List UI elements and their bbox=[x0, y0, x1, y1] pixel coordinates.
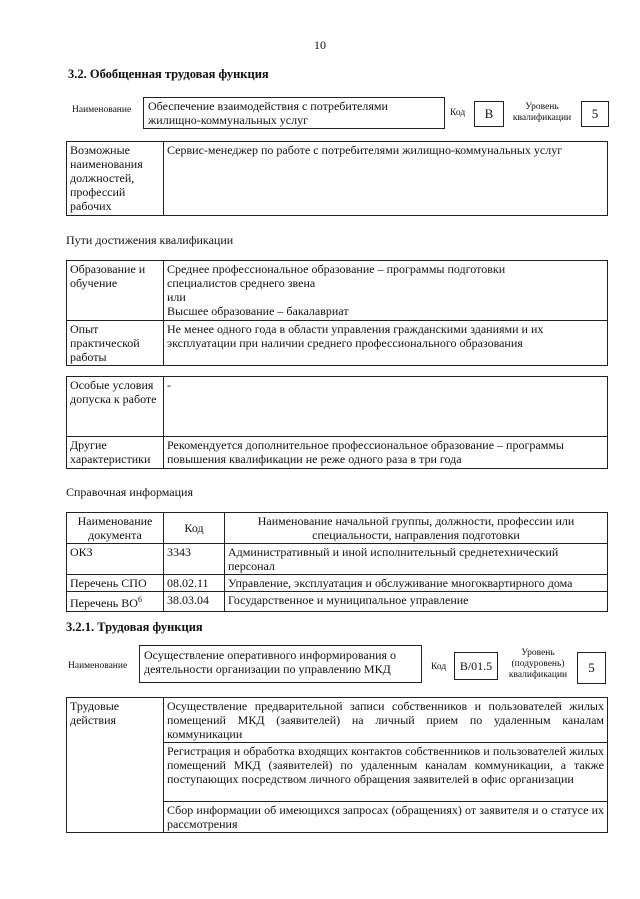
positions-label: Возможные наименования должностей, профессий рабочих bbox=[67, 142, 164, 216]
function-code-value: B/01.5 bbox=[454, 652, 498, 680]
row-code: 3343 bbox=[164, 544, 225, 575]
col-code-header: Код bbox=[164, 513, 225, 544]
other-label: Другие характеристики bbox=[67, 437, 164, 469]
labor-actions-table bbox=[66, 697, 608, 833]
table-row bbox=[67, 544, 608, 575]
special-value: - bbox=[164, 377, 608, 437]
row-doc-cell bbox=[67, 592, 164, 612]
row-doc-footnote: 6 bbox=[137, 595, 142, 604]
name-value bbox=[143, 97, 445, 129]
subsection-heading: 3.2.1. Трудовая функция bbox=[66, 620, 203, 634]
level-value: 5 bbox=[581, 101, 609, 127]
row-code: 08.02.11 bbox=[164, 575, 225, 592]
section-heading: 3.2. Обобщенная трудовая функция bbox=[68, 67, 269, 81]
function-name-value bbox=[139, 645, 422, 683]
labor-actions-label: Трудовые действия bbox=[67, 698, 164, 833]
education-value: Среднее профессиональное образование – программы подготовки специалистов среднего звена или Высшее образование – бакалавриат bbox=[164, 261, 608, 321]
table-row bbox=[67, 575, 608, 592]
function-name-text: Осуществление оперативного информирования о деятельности организации по управлению МКД bbox=[144, 648, 397, 676]
table-row bbox=[67, 592, 608, 612]
qualification-table bbox=[66, 260, 608, 366]
page-number: 10 bbox=[314, 38, 326, 52]
row-name: Управление, эксплуатация и обслуживание многоквартирного дома bbox=[225, 575, 608, 592]
labor-action-item: Осуществление предварительной записи собственников и пользователей жилых помещений МКД (заявителей) на личный прием по удаленным каналам коммуникации bbox=[164, 698, 608, 743]
positions-value: Сервис-менеджер по работе с потребителями жилищно-коммунальных услуг bbox=[164, 142, 608, 216]
row-doc: ОКЗ bbox=[67, 544, 164, 575]
row-doc: Перечень СПО bbox=[67, 575, 164, 592]
paths-heading: Пути достижения квалификации bbox=[66, 233, 234, 247]
special-label: Особые условия допуска к работе bbox=[67, 377, 164, 437]
reference-header-row bbox=[67, 513, 608, 544]
other-value: Рекомендуется дополнительное профессиональное образование – программы повышения квалификации не реже одного раза в три года bbox=[164, 437, 608, 469]
code-value: B bbox=[474, 101, 504, 127]
conditions-table bbox=[66, 376, 608, 469]
experience-value: Не менее одного года в области управления гражданскими зданиями и их эксплуатации при наличии среднего профессионального образования bbox=[164, 321, 608, 366]
row-code: 38.03.04 bbox=[164, 592, 225, 612]
function-level-label: Уровень (подуровень) квалификации bbox=[508, 648, 568, 680]
reference-table bbox=[66, 512, 608, 612]
function-level-value: 5 bbox=[577, 652, 606, 684]
level-label: Уровень квалификации bbox=[512, 102, 572, 123]
name-value-text: Обеспечение взаимодействия с потребителями жилищно-коммунальных услуг bbox=[148, 99, 388, 127]
labor-action-item: Регистрация и обработка входящих контактов собственников и пользователей жилых помещений МКД (заявителей) по удаленным каналам коммуникации, а также поступающих посредством личного обращения заявителей в офис организации bbox=[164, 743, 608, 802]
col-name-header: Наименование начальной группы, должности, профессии или специальности, направления подготовки bbox=[225, 513, 608, 544]
code-label: Код bbox=[450, 108, 466, 118]
reference-heading: Справочная информация bbox=[66, 485, 193, 499]
labor-action-item: Сбор информации об имеющихся запросах (обращениях) от заявителя и о статусе их рассмотрения bbox=[164, 802, 608, 833]
table-row bbox=[67, 698, 608, 743]
function-name-label: Наименование bbox=[68, 661, 128, 671]
row-doc: Перечень ВО bbox=[70, 596, 138, 610]
row-name: Административный и иной исполнительный среднетехнический персонал bbox=[225, 544, 608, 575]
experience-label: Опыт практической работы bbox=[67, 321, 164, 366]
education-label: Образование и обучение bbox=[67, 261, 164, 321]
function-code-label: Код bbox=[431, 662, 447, 672]
positions-table bbox=[66, 141, 608, 216]
col-doc-header: Наименование документа bbox=[67, 513, 164, 544]
name-label: Наименование bbox=[72, 105, 132, 115]
row-name: Государственное и муниципальное управление bbox=[225, 592, 608, 612]
